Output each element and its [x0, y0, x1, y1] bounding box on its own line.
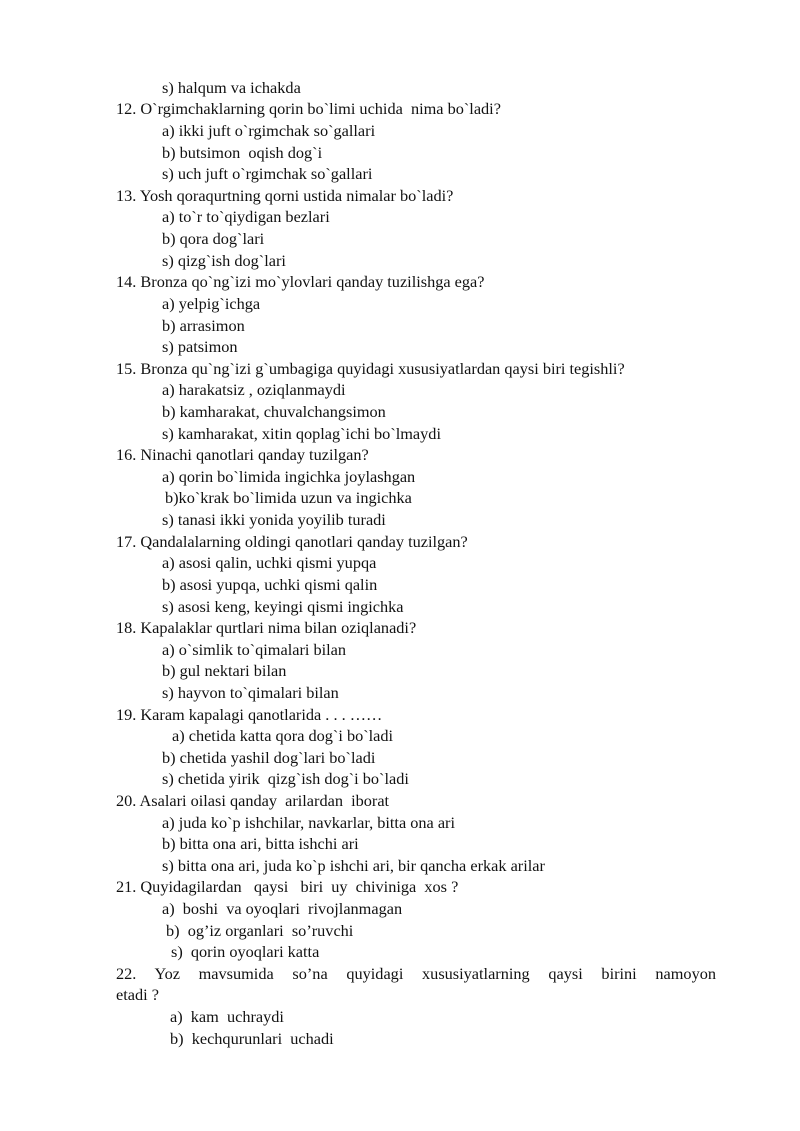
question-21: 21. Quyidagilardan qaysi biri uy chiviniga xos ? — [116, 877, 459, 896]
answer-option: s) patsimon — [162, 337, 238, 356]
question-13: 13. Yosh qoraqurtning qorni ustida nimalar bo`ladi? — [116, 186, 454, 205]
answer-option: b) chetida yashil dog`lari bo`ladi — [162, 748, 376, 767]
answer-option: b) arrasimon — [162, 316, 245, 335]
question-17: 17. Qandalalarning oldingi qanotlari qanday tuzilgan? — [116, 532, 468, 551]
answer-option: s) bitta ona ari, juda ko`p ishchi ari, bir qancha erkak arilar — [162, 856, 545, 875]
answer-option: a) juda ko`p ishchilar, navkarlar, bitta ona ari — [162, 813, 455, 832]
answer-option: s) hayvon to`qimalari bilan — [162, 683, 339, 702]
question-15: 15. Bronza qu`ng`izi g`umbagiga quyidagi xususiyatlardan qaysi biri tegishli? — [116, 359, 625, 378]
answer-option: a) boshi va oyoqlari rivojlanmagan — [162, 899, 403, 918]
question-18: 18. Kapalaklar qurtlari nima bilan oziqlanadi? — [116, 618, 417, 637]
answer-option: a) harakatsiz , oziqlanmaydi — [162, 380, 346, 399]
question-22: 22. Yoz mavsumida so’na quyidagi xususiyatlarning qaysi birini namoyon — [116, 964, 716, 983]
answer-option: a) to`r to`qiydigan bezlari — [162, 207, 330, 226]
answer-option: a) ikki juft o`rgimchak so`gallari — [162, 121, 376, 140]
question-16: 16. Ninachi qanotlari qanday tuzilgan? — [116, 445, 369, 464]
answer-option: s) kamharakat, xitin qoplag`ichi bo`lmaydi — [162, 424, 441, 443]
answer-option: s) halqum va ichakda — [162, 78, 301, 97]
answer-option: b) bitta ona ari, bitta ishchi ari — [162, 834, 359, 853]
answer-option: a) o`simlik to`qimalari bilan — [162, 640, 347, 659]
question-12: 12. O`rgimchaklarning qorin bo`limi uchida nima bo`ladi? — [116, 99, 501, 118]
question-20: 20. Asalari oilasi qanday arilardan iborat — [116, 791, 390, 810]
question-22-continuation: etadi ? — [116, 985, 159, 1004]
answer-option: s) uch juft o`rgimchak so`gallari — [162, 164, 373, 183]
answer-option: s) qizg`ish dog`lari — [162, 251, 286, 270]
answer-option: b) kechqurunlari uchadi — [170, 1029, 334, 1048]
answer-option: b) qora dog`lari — [162, 229, 265, 248]
answer-option: b) og’iz organlari so’ruvchi — [166, 921, 354, 940]
question-14: 14. Bronza qo`ng`izi mo`ylovlari qanday tuzilishga ega? — [116, 272, 485, 291]
question-19: 19. Karam kapalagi qanotlarida . . . …… — [116, 705, 383, 724]
answer-option: a) yelpig`ichga — [162, 294, 261, 313]
answer-option: a) qorin bo`limida ingichka joylashgan — [162, 467, 416, 486]
answer-option: s) asosi keng, keyingi qismi ingichka — [162, 597, 404, 616]
answer-option: a) asosi qalin, uchki qismi yupqa — [162, 553, 377, 572]
answer-option: s) tanasi ikki yonida yoyilib turadi — [162, 510, 386, 529]
answer-option: b) kamharakat, chuvalchangsimon — [162, 402, 386, 421]
answer-option: b)ko`krak bo`limida uzun va ingichka — [165, 488, 412, 507]
answer-option: b) gul nektari bilan — [162, 661, 287, 680]
answer-option: s) qorin oyoqlari katta — [171, 942, 320, 961]
answer-option: b) butsimon oqish dog`i — [162, 143, 323, 162]
answer-option: s) chetida yirik qizg`ish dog`i bo`ladi — [162, 769, 409, 788]
answer-option: a) kam uchraydi — [170, 1007, 284, 1026]
answer-option: b) asosi yupqa, uchki qismi qalin — [162, 575, 378, 594]
answer-option: a) chetida katta qora dog`i bo`ladi — [172, 726, 394, 745]
